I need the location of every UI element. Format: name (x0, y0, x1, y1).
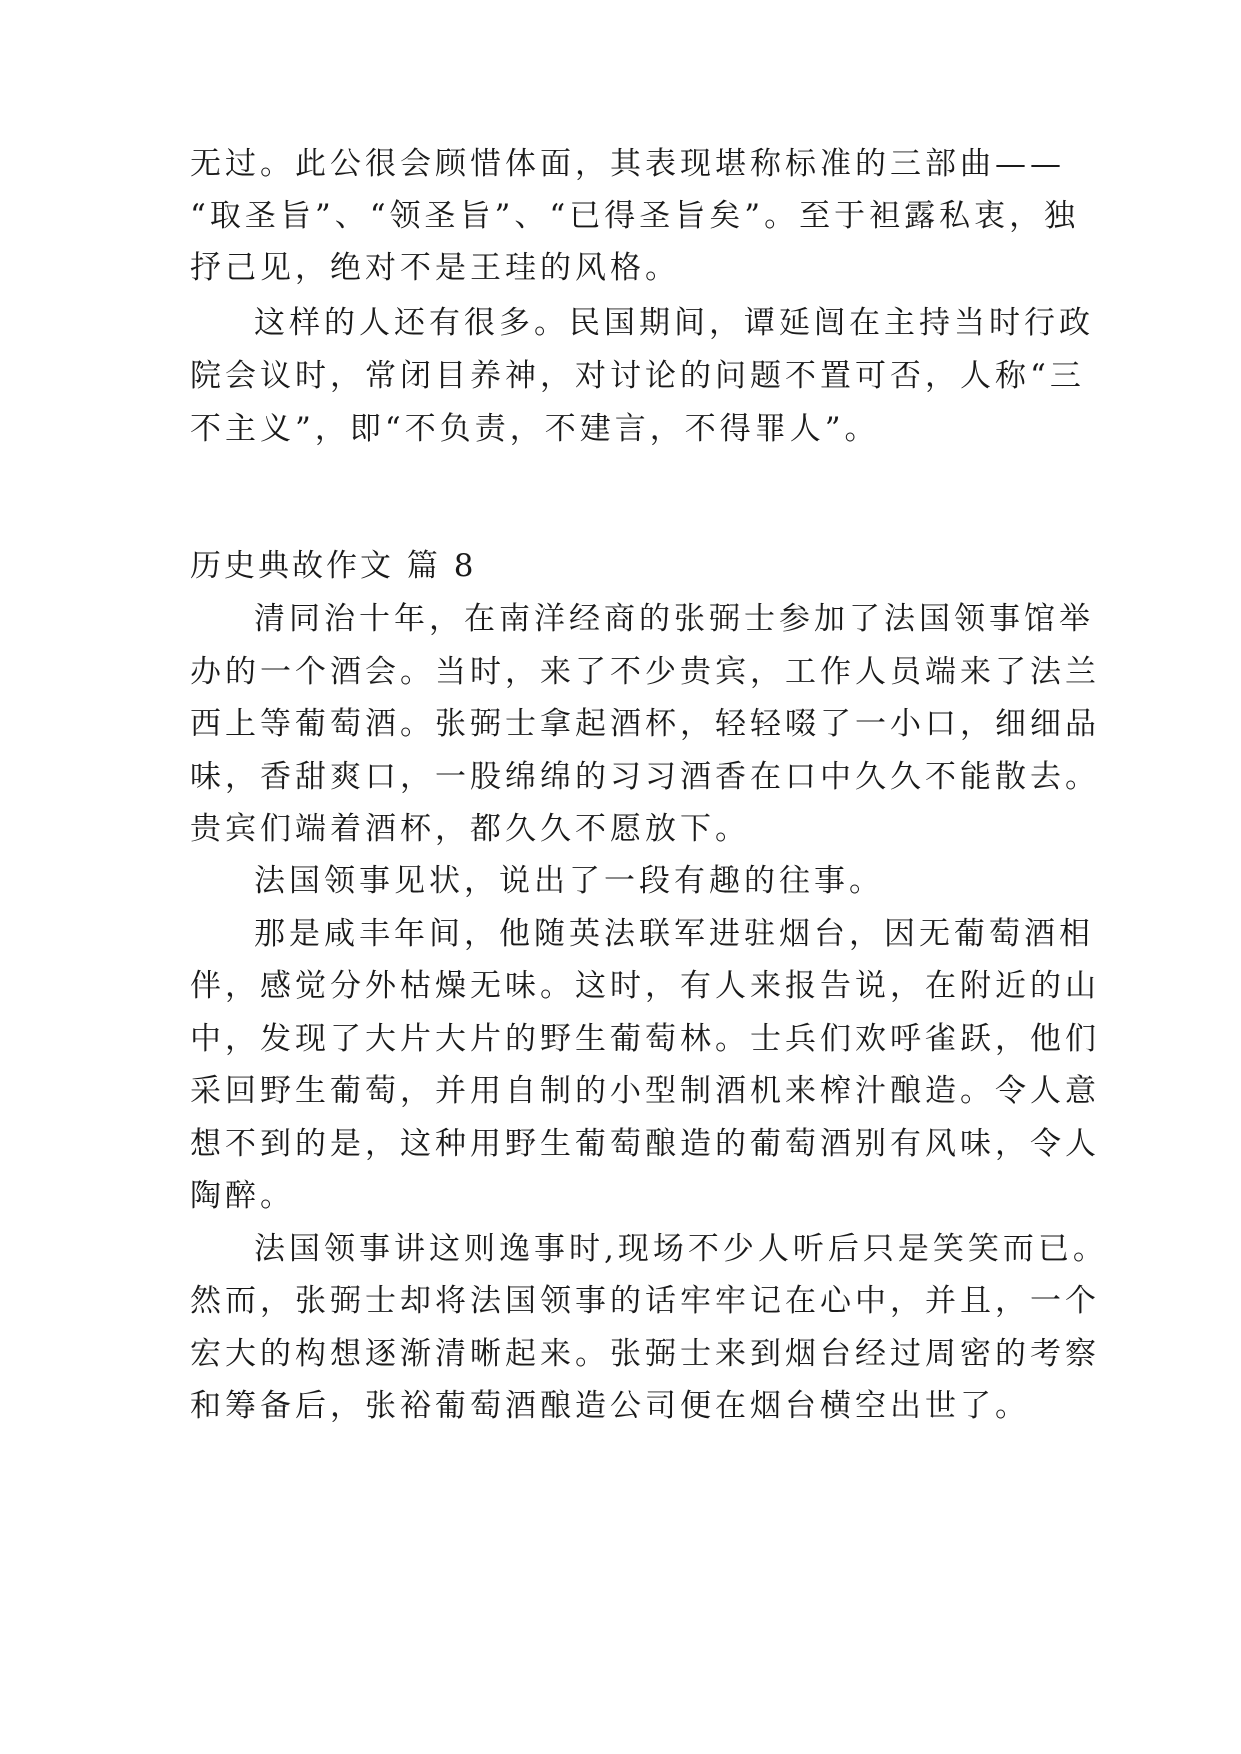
paragraph-line: 法国领事见状，说出了一段有趣的往事。 (254, 863, 884, 899)
paragraph-line: 办的一个酒会。当时，来了不少贵宾，工作人员端来了法兰 (190, 654, 1100, 690)
paragraph-line: 无过。此公很会顾惜体面，其表现堪称标准的三部曲—— (190, 146, 1065, 182)
paragraph-line: 清同治十年，在南洋经商的张弼士参加了法国领事馆举 (254, 601, 1094, 637)
paragraph-line: 这样的人还有很多。民国期间，谭延闿在主持当时行政 (254, 305, 1094, 341)
paragraph-line: 抒己见，绝对不是王珪的风格。 (190, 250, 680, 286)
paragraph-line: 院会议时，常闭目养神，对讨论的问题不置可否，人称“三 (190, 358, 1085, 394)
paragraph-line: 西上等葡萄酒。张弼士拿起酒杯，轻轻啜了一小口，细细品 (190, 706, 1100, 742)
paragraph-line: 和筹备后，张裕葡萄酒酿造公司便在烟台横空出世了。 (190, 1388, 1030, 1424)
paragraph-line: 那是咸丰年间，他随英法联军进驻烟台，因无葡萄酒相 (254, 916, 1094, 952)
paragraph-line: 不主义”，即“不负责，不建言，不得罪人”。 (190, 411, 880, 447)
paragraph-line: 然而，张弼士却将法国领事的话牢牢记在心中，并且，一个 (190, 1283, 1100, 1319)
paragraph-line: 采回野生葡萄，并用自制的小型制酒机来榨汁酿造。令人意 (190, 1073, 1100, 1109)
paragraph-line: 味，香甜爽口，一股绵绵的习习酒香在口中久久不能散去。 (190, 759, 1100, 795)
paragraph-line: 宏大的构想逐渐清晰起来。张弼士来到烟台经过周密的考察 (190, 1336, 1100, 1372)
paragraph-line: 中，发现了大片大片的野生葡萄林。士兵们欢呼雀跃，他们 (190, 1021, 1100, 1057)
paragraph-line: 贵宾们端着酒杯，都久久不愿放下。 (190, 811, 750, 847)
paragraph-line: 想不到的是，这种用野生葡萄酿造的葡萄酒别有风味，令人 (190, 1126, 1100, 1162)
paragraph-line: 伴，感觉分外枯燥无味。这时，有人来报告说，在附近的山 (190, 968, 1100, 1004)
paragraph-line: “取圣旨”、“领圣旨”、“已得圣旨矣”。至于袒露私衷，独 (190, 198, 1080, 234)
paragraph-line: 陶醉。 (190, 1178, 295, 1214)
section-title: 历史典故作文 篇 8 (190, 548, 477, 584)
paragraph-line: 法国领事讲这则逸事时,现场不少人听后只是笑笑而已。 (254, 1231, 1108, 1267)
